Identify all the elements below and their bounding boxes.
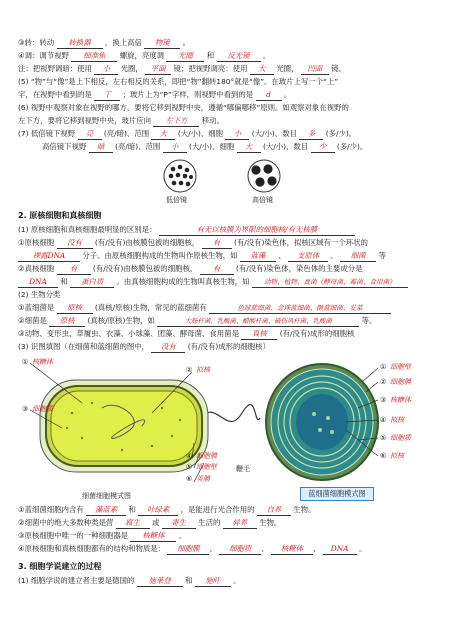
text: 或 bbox=[152, 518, 160, 527]
answer: 细胞质 bbox=[219, 544, 261, 555]
text: 。由真核细胞构成的生物叫真核生物，如 bbox=[116, 277, 250, 286]
flagellum bbox=[200, 405, 260, 422]
text: (真核/原核)生物，常见的蓝细菌有 bbox=[94, 303, 207, 312]
line-cyanobacteria bbox=[18, 303, 391, 314]
text: 。 bbox=[182, 38, 191, 47]
answer: 藻蓝素 bbox=[86, 505, 126, 516]
text: ③转：转动 bbox=[18, 38, 55, 47]
answer: 蓝藻 bbox=[240, 251, 276, 262]
line-7-high bbox=[42, 142, 367, 153]
line-turn bbox=[18, 38, 190, 49]
answer: 转换器 bbox=[57, 38, 103, 49]
answer: 核糖体 bbox=[130, 531, 176, 542]
answer: 真核 bbox=[241, 329, 277, 340]
answer: 异养 bbox=[223, 518, 257, 529]
low-power-label: 低倍镜 bbox=[166, 196, 187, 204]
answer: 原核 bbox=[57, 303, 93, 314]
line-bacteria bbox=[18, 316, 376, 327]
line-organelle bbox=[18, 531, 186, 542]
cyano-label-nucleoid-2: 拟核 bbox=[390, 452, 404, 460]
line-5b bbox=[18, 90, 291, 101]
text: 左下方，要将它移到视野中央，玻片应向 bbox=[18, 116, 152, 125]
cyano-label-membrane: 细胞膜 bbox=[390, 378, 411, 386]
line-cell-theory bbox=[18, 576, 241, 587]
text: (真核/原核)生物，如 bbox=[87, 316, 155, 325]
answer: 动物、植物、真菌（酵母菌、霉菌、食用菌） bbox=[252, 277, 408, 288]
text: 螺旋，亮度调 bbox=[119, 51, 165, 60]
line-6b bbox=[18, 116, 224, 127]
label-num-5: ⑤ bbox=[186, 463, 193, 471]
answer: 大 bbox=[151, 129, 175, 140]
text: 、 bbox=[278, 251, 286, 260]
text: 。 bbox=[262, 51, 271, 60]
text: 等。 bbox=[361, 316, 377, 325]
cyano-label-wall: 细胞壁 bbox=[390, 363, 411, 371]
label-num-1: ① bbox=[22, 358, 29, 366]
answer: 大 bbox=[250, 64, 274, 75]
cyanobacterium-diagram bbox=[262, 360, 390, 485]
cyano-num-5: ⑤ bbox=[380, 434, 387, 442]
answer: 平面 bbox=[145, 64, 171, 75]
text: (大/小)、数目 bbox=[262, 142, 309, 151]
label-num-3: ③ bbox=[22, 405, 29, 413]
answer: 光圈 bbox=[166, 51, 204, 62]
cytoplasm bbox=[51, 391, 197, 461]
label-num-6: ⑥ bbox=[186, 475, 193, 483]
answer: 叶绿素 bbox=[138, 505, 178, 516]
text: (亮/暗)、范围 bbox=[103, 129, 150, 138]
answer: 没有 bbox=[151, 342, 185, 353]
line-q1 bbox=[18, 225, 355, 236]
text: 注：把视野调暗：使用 bbox=[18, 64, 92, 73]
label-capsule: 荚膜 bbox=[196, 475, 210, 483]
answer: 色球蓝细菌、念珠蓝细菌、颤蓝细菌、发菜 bbox=[209, 303, 391, 314]
answer: 寄生 bbox=[162, 518, 196, 529]
label-wall: 细胞壁 bbox=[196, 463, 217, 471]
answer: 有 bbox=[202, 238, 232, 249]
text: ②细菌是 bbox=[18, 316, 47, 325]
answer: 小 bbox=[94, 64, 118, 75]
section-3-title: 3. 细胞学说建立的过程 bbox=[18, 562, 102, 571]
line-7-low bbox=[18, 129, 356, 140]
line-common-structures: ④原核细胞和真核细胞都有的结构和物质是： 细胞膜 、 细胞质 、 核糖体 、 DNA 。 bbox=[18, 544, 367, 553]
answer: 有 bbox=[200, 264, 234, 275]
answer: d bbox=[256, 90, 282, 101]
section-2-title: 2. 原核细胞和真核细胞 bbox=[18, 211, 102, 220]
text: (有/没有)成形的细胞核 bbox=[279, 329, 355, 338]
label-membrane: 细胞膜 bbox=[196, 452, 217, 460]
answer: 有无以核膜为界限的细胞核/有无核膜 bbox=[159, 225, 355, 236]
cyano-label-cytoplasm: 细胞质 bbox=[390, 434, 411, 442]
line-prokaryote-b bbox=[18, 251, 386, 262]
label-nucleoid: 拟核 bbox=[196, 366, 210, 374]
text: 和 bbox=[128, 505, 136, 514]
text: ，是能进行光合作用的 bbox=[180, 505, 255, 514]
answer: 细胞膜 bbox=[167, 544, 209, 555]
cyanobacterium-caption: 蓝细菌细胞模式图 bbox=[300, 487, 374, 501]
text: ；玻片上为“P”字样，则视野中看到的是 bbox=[122, 90, 254, 99]
answer: 没有 bbox=[57, 238, 93, 249]
text: 生活的 bbox=[198, 518, 221, 527]
text: 和 bbox=[185, 576, 193, 585]
text: 。 bbox=[283, 90, 292, 99]
line-prokaryote bbox=[18, 238, 368, 249]
text: 生物。 bbox=[259, 518, 282, 527]
answer: 核糖体 bbox=[271, 544, 313, 555]
answer: 蛋白质 bbox=[70, 277, 114, 288]
cyano-num-6: ⑥ bbox=[380, 452, 387, 460]
text: (大/小)、细胞 bbox=[189, 142, 235, 151]
answer: 细准焦 bbox=[71, 51, 117, 62]
answer: 小 bbox=[163, 142, 187, 153]
answer: 物镜 bbox=[144, 38, 180, 49]
cyano-nucleoid bbox=[296, 394, 348, 450]
text: (多/少)。 bbox=[325, 129, 357, 138]
high-power-label: 高倍镜 bbox=[252, 196, 273, 204]
text: ②真核细胞 bbox=[18, 264, 55, 273]
text: ②细菌中的绝大多数种类是营 bbox=[18, 518, 114, 527]
answer: 少 bbox=[311, 142, 335, 153]
answer: DNA bbox=[323, 544, 357, 555]
answer: 小 bbox=[225, 129, 249, 140]
text: 光圈， bbox=[276, 64, 299, 73]
text: 、 bbox=[330, 251, 338, 260]
answer: 反光镜 bbox=[217, 51, 261, 62]
answer: 大肠杆菌、乳酸菌、醋酸杆菌、破伤风杆菌、乳酸菌 bbox=[157, 316, 359, 327]
line-note bbox=[18, 64, 346, 75]
cyano-label-nucleoid: 拟核 bbox=[390, 416, 404, 424]
text: (有/没有)染色体，拟核区域有一个环状的 bbox=[233, 238, 368, 247]
answer: 暗 bbox=[89, 142, 113, 153]
text: 移动。 bbox=[201, 116, 224, 125]
answer: 凹面 bbox=[301, 64, 329, 75]
cyano-num-3: ③ bbox=[380, 396, 387, 404]
text: 镜；把视野调亮：使用 bbox=[173, 64, 248, 73]
answer: 细菌 bbox=[340, 251, 376, 262]
text: 光圈， bbox=[120, 64, 143, 73]
text: 和 bbox=[60, 277, 68, 286]
label-ribosome: 核糖体 bbox=[32, 358, 53, 366]
text: (1) 原核细胞和真核细胞最明显的区别是： bbox=[18, 225, 157, 234]
text: (有/没有)染色体，染色体的主要成分是 bbox=[235, 264, 363, 273]
bacterium-caption: 细菌细胞模式图 bbox=[82, 492, 131, 500]
text: (7) 低倍镜下视野 bbox=[18, 129, 76, 138]
answer: 丅 bbox=[94, 90, 120, 101]
answer: 支原体 bbox=[288, 251, 328, 262]
answer: 腐生 bbox=[116, 518, 150, 529]
text: ①蓝细菌是 bbox=[18, 303, 55, 312]
answer: 施旺 bbox=[195, 576, 231, 587]
text: 高倍镜下视野 bbox=[42, 142, 87, 151]
cyano-num-1: ① bbox=[380, 363, 387, 371]
text: 。 bbox=[178, 531, 187, 540]
answer: 施莱登 bbox=[137, 576, 183, 587]
line-cyano-pigments bbox=[18, 505, 315, 516]
line-6: (6) 视野中观察对象在视野的哪方，要将它移到视野中央，遵循“哪偏哪移”原则。如观察对象在视野的 bbox=[18, 103, 349, 112]
text: (多/少)。 bbox=[336, 142, 368, 151]
answer: DNA bbox=[18, 277, 58, 288]
line-eukaryote-b bbox=[18, 277, 408, 288]
text: 分子。由原核细胞构成的生物叫作原核生物，如 bbox=[82, 251, 238, 260]
text: (有/没有)由核膜包被的细胞核， bbox=[92, 264, 198, 273]
answer: 大 bbox=[237, 142, 261, 153]
answer: 裸露DNA bbox=[18, 251, 80, 262]
text: 镜。 bbox=[331, 64, 346, 73]
text: ③原核细胞中唯一的一种细胞器是 bbox=[18, 531, 129, 540]
text: ④调：调节视野 bbox=[18, 51, 69, 60]
cyano-num-4: ④ bbox=[380, 416, 387, 424]
line-bacteria-nutrition bbox=[18, 518, 281, 529]
line-5: (5) “物”与“像”是上下相反，左右相反的关系，即把“物”翻转180°就是“像”。在玻片上写一个“上” bbox=[18, 77, 339, 86]
label-num-4: ④ bbox=[186, 452, 193, 460]
line-adjust bbox=[18, 51, 270, 62]
text: (大/小)、细胞 bbox=[177, 129, 224, 138]
bacterium-diagram bbox=[22, 358, 262, 486]
text: 等 bbox=[378, 251, 386, 260]
text: (大/小)、数目 bbox=[251, 129, 297, 138]
text: ①蓝细菌细胞内含有 bbox=[18, 505, 84, 514]
line-classification: (2) 生物分类 bbox=[18, 290, 61, 299]
text: (1) 细胞学说的建立者主要是德国的 bbox=[18, 576, 135, 585]
label-cytoplasm: 细胞质 bbox=[32, 405, 53, 413]
answer: 亮 bbox=[78, 129, 102, 140]
text: 生物。 bbox=[293, 505, 316, 514]
text: 。 bbox=[359, 544, 367, 553]
text: ①原核细胞 bbox=[18, 238, 55, 247]
text: (3) 识图填图（在细菌和蓝细菌的图中， bbox=[18, 342, 150, 351]
answer: 原核 bbox=[49, 316, 85, 327]
label-flagellum: 鞭毛 bbox=[236, 465, 250, 473]
text: 字，在视野中看到的是 bbox=[18, 90, 92, 99]
cyano-num-2: ② bbox=[380, 378, 387, 386]
text: (亮/暗)、范围 bbox=[115, 142, 161, 151]
text: ，换上高倍 bbox=[104, 38, 142, 47]
line-eukaryote bbox=[18, 264, 363, 275]
label-num-2: ② bbox=[186, 366, 193, 374]
answer: 多 bbox=[299, 129, 323, 140]
text: (有/没有)成形的细胞核） bbox=[187, 342, 270, 351]
cyano-label-ribosome: 核糖体 bbox=[390, 396, 411, 404]
text: 。 bbox=[233, 576, 241, 585]
answer: 左下方 bbox=[153, 116, 199, 127]
text: ④原核细胞和真核细胞都有的结构和物质是： bbox=[18, 544, 166, 553]
line-diagram-q bbox=[18, 342, 270, 353]
text: 和 bbox=[206, 51, 215, 60]
high-power-view bbox=[248, 160, 280, 192]
answer: 有 bbox=[57, 264, 91, 275]
line-eukaryote-organisms bbox=[18, 329, 354, 340]
text: ③动物、变形虫、草履虫、衣藻、小球藻、团藻、酵母菌、食用菌是 bbox=[18, 329, 239, 338]
answer: 自养 bbox=[257, 505, 291, 516]
text: (有/没有)由核膜包被的细胞核， bbox=[94, 238, 200, 247]
